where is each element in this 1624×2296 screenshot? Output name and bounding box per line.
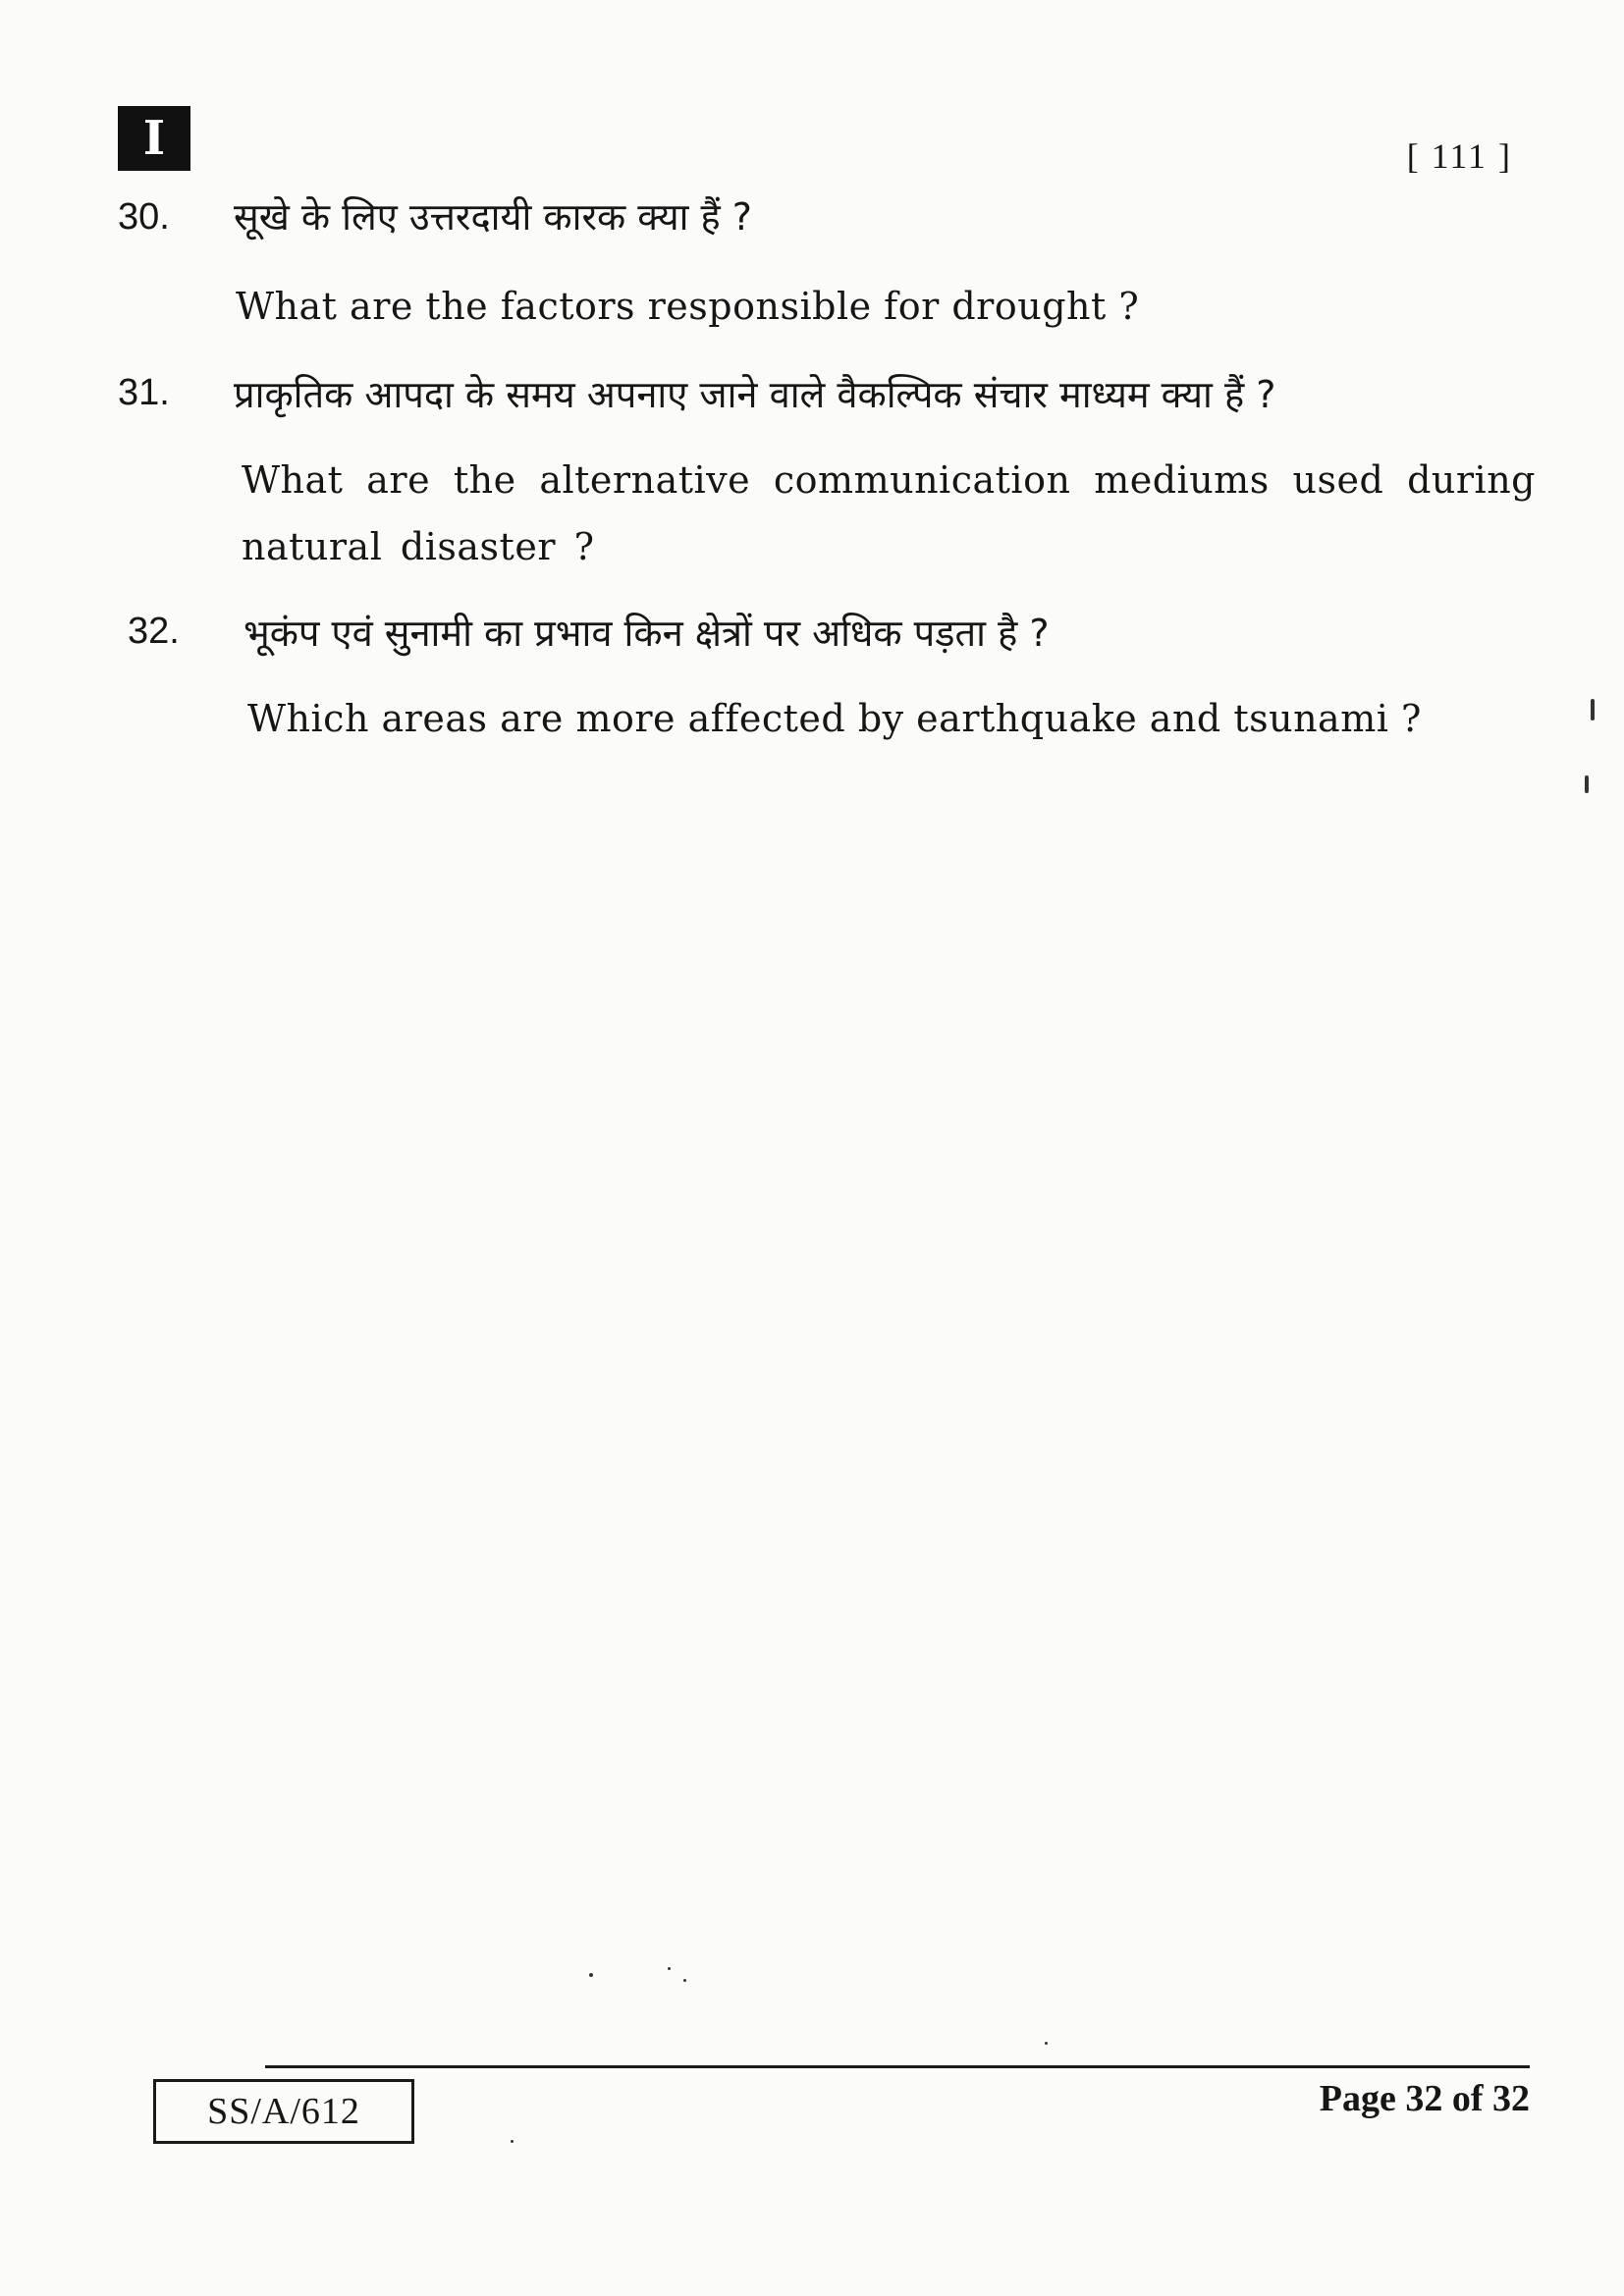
- footer-paper-code: SS/A/612: [153, 2079, 414, 2144]
- scan-mark: [589, 1973, 593, 1977]
- scan-mark: [1591, 699, 1595, 721]
- question-number: 32.: [128, 611, 180, 652]
- question-hindi: भूकंप एवं सुनामी का प्रभाव किन क्षेत्रों पर अधिक पड़ता है ?: [244, 612, 1050, 655]
- page-number: Page 32 of 32: [1319, 2078, 1530, 2119]
- question-hindi: सूखे के लिए उत्तरदायी कारक क्या हैं ?: [234, 195, 752, 239]
- question-number: 30.: [118, 196, 170, 238]
- scan-mark: [511, 2140, 514, 2143]
- question-english: What are the factors responsible for drought ?: [236, 285, 1140, 328]
- scan-mark: [1585, 775, 1589, 793]
- footer-rule: [265, 2065, 1530, 2068]
- question-english: What are the alternative communication mediums used during natural disaster ?: [242, 458, 1536, 568]
- question-hindi: प्राकृतिक आपदा के समय अपनाए जाने वाले वैकल्पिक संचार माध्यम क्या हैं ?: [234, 373, 1276, 416]
- question-number: 31.: [118, 372, 170, 413]
- scan-mark: [1045, 2042, 1048, 2045]
- scan-mark: [683, 1979, 686, 1982]
- series-mark: I: [118, 106, 190, 171]
- paper-code: [ 111 ]: [1406, 136, 1512, 176]
- scan-mark: [668, 1967, 671, 1970]
- question-english: Which areas are more affected by earthquake and tsunami ?: [247, 697, 1422, 740]
